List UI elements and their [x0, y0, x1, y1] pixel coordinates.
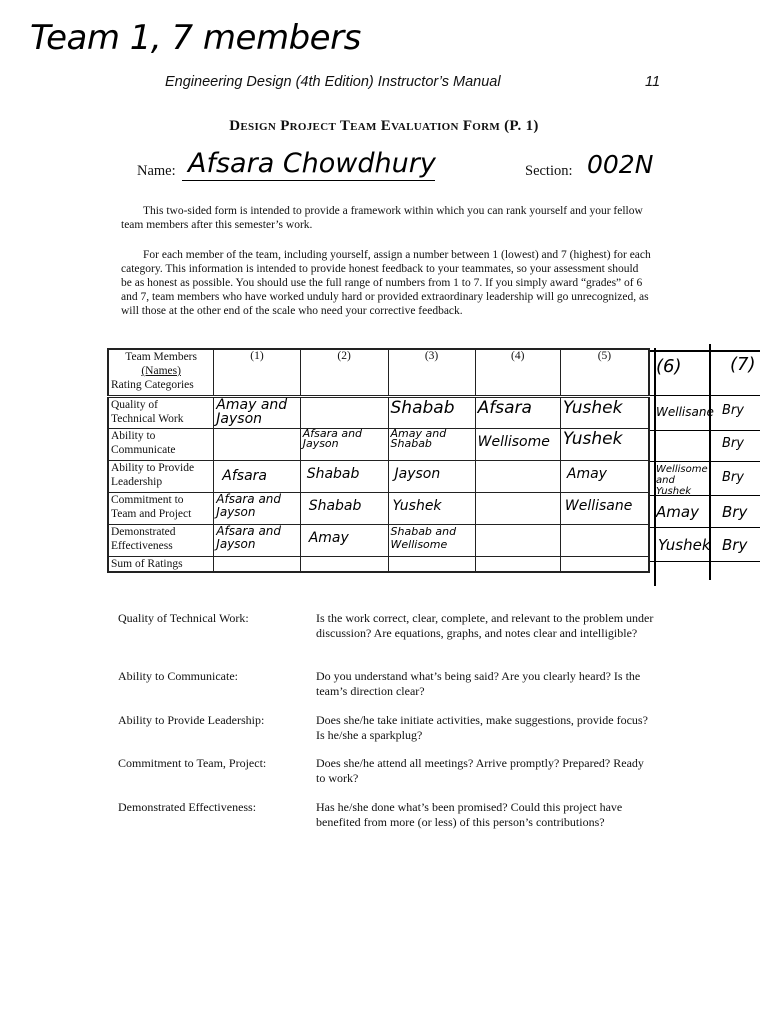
table-row	[108, 396, 649, 428]
category-cell	[108, 396, 214, 428]
rating-cell[interactable]: Yushek	[560, 428, 649, 460]
evaluation-table	[107, 348, 650, 573]
rating-cell[interactable]: Wellisome	[475, 428, 560, 460]
sum-cell[interactable]	[300, 556, 388, 572]
page-number: 11	[645, 74, 661, 90]
criteria-description: Does she/he take initiate activities, make suggestions, provide focus? Is he/she a sparkplug?	[316, 713, 648, 742]
column-header: (3)	[388, 349, 475, 396]
ext-rating-cell[interactable]: Yushek	[658, 536, 711, 554]
column-header: (2)	[300, 349, 388, 396]
section-field[interactable]: 002N	[587, 150, 654, 179]
criteria-description: Has he/she done what’s been promised? Could this project have benefited from more (or less) of this person’s contributions?	[316, 800, 623, 829]
ext-rating-cell[interactable]: Bry	[722, 403, 744, 418]
category-cell	[108, 460, 214, 492]
category-label: Quality of	[111, 398, 158, 411]
name-underline	[182, 180, 435, 181]
rating-cell[interactable]: Shabab	[388, 396, 475, 428]
rating-cell[interactable]: Amay	[300, 524, 388, 556]
criteria-description: Is the work correct, clear, complete, and relevant to the problem under discussion? Are equations, graphs, and notes clear and intelligible?	[316, 611, 654, 640]
sum-cell[interactable]	[560, 556, 649, 572]
team-annotation: Team 1, 7 members	[30, 18, 361, 58]
criteria-description: Does she/he attend all meetings? Arrive promptly? Prepared? Ready to work?	[316, 756, 644, 785]
ext-rating-cell[interactable]: Bry	[722, 536, 748, 554]
criteria-label: Quality of Technical Work:	[118, 611, 249, 625]
category-label: Communicate	[111, 443, 176, 456]
criteria-label: Ability to Communicate:	[118, 669, 238, 683]
ext-rating-cell[interactable]: Wellisane	[656, 405, 714, 419]
ext-rating-cell[interactable]: Wellisome and Yushek	[656, 464, 708, 497]
rating-cell[interactable]: Amay and Jayson	[214, 396, 300, 428]
section-label: Section:	[525, 163, 573, 179]
sum-cell[interactable]	[475, 556, 560, 572]
ext-rating-cell[interactable]: Bry	[722, 503, 748, 521]
rating-cell[interactable]: Amay	[560, 460, 649, 492]
criteria-description: Do you understand what’s being said? Are you clearly heard? Is the team’s direction clear?	[316, 669, 641, 698]
rating-cell[interactable]: Shabab	[300, 460, 388, 492]
category-cell	[108, 524, 214, 556]
rating-cell[interactable]	[475, 460, 560, 492]
rating-cell[interactable]	[300, 396, 388, 428]
rating-cell[interactable]	[214, 428, 300, 460]
ext-line-row	[650, 527, 760, 528]
name-field[interactable]: Afsara Chowdhury	[188, 148, 436, 179]
table-row	[108, 492, 649, 524]
names-label: (Names)	[141, 365, 181, 377]
rating-cell[interactable]: Afsara and Jayson	[300, 428, 388, 460]
category-label: Effectiveness	[111, 539, 173, 552]
manual-header: Engineering Design (4th Edition) Instructor’s Manual	[165, 74, 501, 90]
category-label: Demonstrated	[111, 525, 176, 538]
ext-column-header: (7)	[730, 354, 756, 375]
table-row	[108, 460, 649, 492]
sum-row	[108, 556, 649, 572]
sum-cell[interactable]	[214, 556, 300, 572]
table-row	[108, 524, 649, 556]
rating-cell[interactable]: Afsara and Jayson	[214, 492, 300, 524]
ext-line-top	[650, 350, 760, 352]
rating-cell[interactable]: Wellisane	[560, 492, 649, 524]
instructions-paragraph	[121, 248, 651, 318]
rating-cell[interactable]: Afsara	[214, 460, 300, 492]
rating-cell[interactable]: Amay and Shabab	[388, 428, 475, 460]
rating-cell[interactable]	[475, 492, 560, 524]
column-header: (4)	[475, 349, 560, 396]
table-header-row	[108, 349, 649, 396]
rating-cell[interactable]: Jayson	[388, 460, 475, 492]
table-corner-header	[108, 349, 214, 396]
rating-cell[interactable]: Shabab and Wellisome	[388, 524, 475, 556]
rating-cell[interactable]: Afsara and Jayson	[214, 524, 300, 556]
intro-text-2: For each member of the team, including yourself, assign a number between 1 (lowest) and 7 (highest) for each category. This information is intended to provide honest feedback to your teammates, so your assessment should be as honest as possible. You should use the full range of numbers from 1 to 7. If you simply award “grades” of 6 and 7, team members who have worked unduly hard or provided extraordinary leadership will go unrecognized, as will those at the other end of the scale who need your corrective feedback.	[121, 249, 651, 317]
category-label: Commitment to	[111, 493, 184, 506]
ext-line-row	[650, 561, 760, 562]
category-label: Leadership	[111, 475, 163, 488]
rating-cell[interactable]	[475, 524, 560, 556]
rating-cell[interactable]: Afsara	[475, 396, 560, 428]
criteria-label: Commitment to Team, Project:	[118, 756, 267, 770]
category-label: Ability to Provide	[111, 461, 195, 474]
ext-line-row	[650, 461, 760, 462]
criteria-label: Demonstrated Effectiveness:	[118, 800, 257, 814]
table-row	[108, 428, 649, 460]
category-label: Team and Project	[111, 507, 192, 520]
ext-rating-cell[interactable]: Bry	[722, 470, 744, 485]
rating-cell[interactable]: Yushek	[388, 492, 475, 524]
intro-paragraph	[121, 204, 651, 232]
intro-text-1: This two-sided form is intended to provide a framework within which you can rank yourself and your fellow team members after this semester’s work.	[121, 205, 643, 231]
sum-cell[interactable]	[388, 556, 475, 572]
rating-cell[interactable]: Shabab	[300, 492, 388, 524]
form-title: Design Project Team Evaluation Form (P. 1)	[229, 118, 539, 134]
column-header: (5)	[560, 349, 649, 396]
ext-rating-cell[interactable]: Amay	[656, 503, 699, 521]
category-cell	[108, 492, 214, 524]
category-cell	[108, 428, 214, 460]
ext-line-row	[650, 395, 760, 396]
ext-line-row	[650, 430, 760, 431]
category-label: Technical Work	[111, 412, 184, 425]
column-header: (1)	[214, 349, 300, 396]
ext-rating-cell[interactable]: Bry	[722, 436, 744, 451]
team-members-label: Team Members	[125, 351, 197, 363]
criteria-label: Ability to Provide Leadership:	[118, 713, 265, 727]
rating-cell[interactable]	[560, 524, 649, 556]
ext-column-header: (6)	[656, 356, 682, 377]
category-label: Ability to	[111, 429, 156, 442]
sum-label: Sum of Ratings	[108, 556, 214, 572]
rating-cell[interactable]: Yushek	[560, 396, 649, 428]
rating-categories-label: Rating Categories	[111, 379, 194, 391]
name-label: Name:	[137, 163, 176, 179]
